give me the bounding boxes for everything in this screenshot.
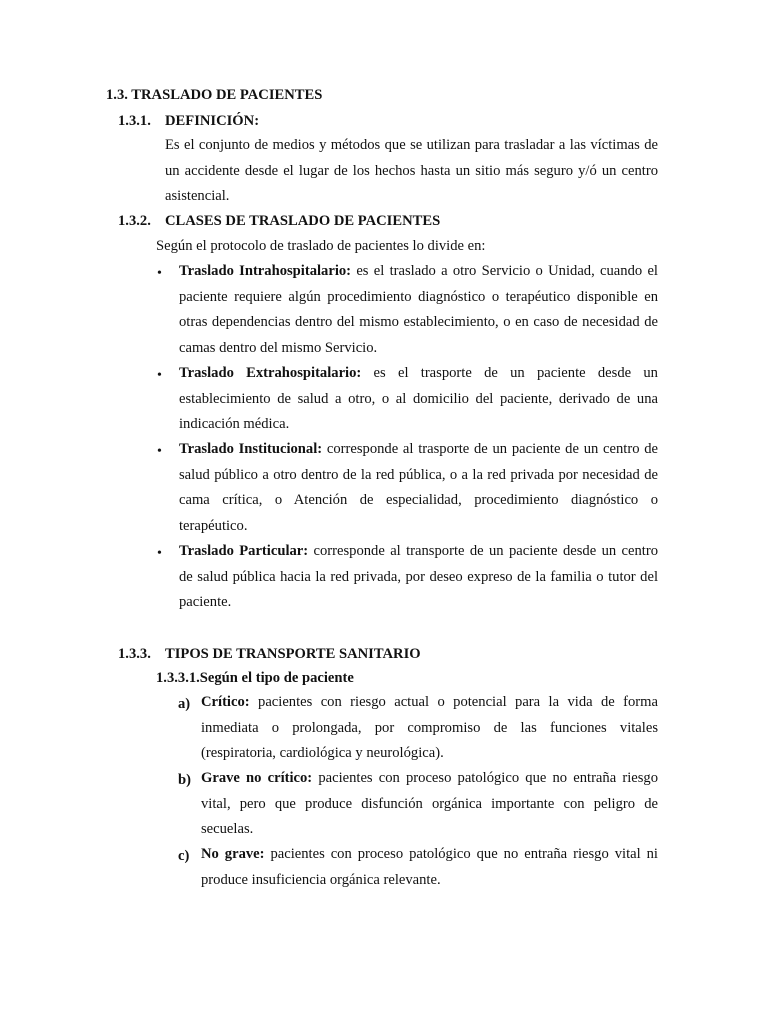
subsection-heading-133: TIPOS DE TRANSPORTE SANITARIO [165, 646, 421, 662]
definition-paragraph: Es el conjunto de medios y métodos que se utilizan para trasladar a las víctimas de un accidente desde el lugar de los hechos hasta un sitio más seguro y/ó un centro asistencial. [165, 137, 658, 204]
list-item-text: Grave no crítico: pacientes con proceso patológico que no entraña riesgo vital, pero que produce disfunción orgánica importante con peligro de secuelas. [201, 770, 658, 837]
subsection-heading-131: DEFINICIÓN: [165, 113, 260, 129]
bullet-icon: • [157, 266, 162, 281]
list-marker: a) [178, 696, 191, 712]
bullet-icon: • [157, 546, 162, 561]
bullet-icon: • [157, 444, 162, 459]
list-marker: b) [178, 772, 191, 788]
list-item-text: Crítico: pacientes con riesgo actual o potencial para la vida de forma inmediata o prolongada, por compromiso de las funciones vitales (respiratoria, cardiológica y neurológica). [201, 694, 658, 761]
list-item-text: Traslado Particular: corresponde al transporte de un paciente desde un centro de salud pública hacia la red privada, por deseo expreso de la familia o tutor del paciente. [179, 543, 658, 610]
subsection-heading-132: CLASES DE TRASLADO DE PACIENTES [165, 213, 441, 229]
list-item-text: Traslado Intrahospitalario: es el traslado a otro Servicio o Unidad, cuando el paciente requiere algún procedimiento diagnóstico o terapéutico disponible en otras dependencias dentro del mismo establecimiento, o en caso de necesidad de camas dentro del mismo Servicio. [179, 263, 658, 356]
subsubsection-heading: 1.3.3.1.Según el tipo de paciente [156, 670, 354, 686]
bullet-icon: • [157, 368, 162, 383]
section-title: 1.3. TRASLADO DE PACIENTES [106, 87, 323, 103]
subsection-number-133: 1.3.3. [118, 646, 151, 662]
list-item-text: Traslado Extrahospitalario: es el trasporte de un paciente desde un establecimiento de salud a otro, o al domicilio del paciente, derivado de una indicación médica. [179, 365, 658, 432]
subsection-number-132: 1.3.2. [118, 213, 151, 229]
list-item-text: No grave: pacientes con proceso patológico que no entraña riesgo vital ni produce insuficiencia orgánica relevante. [201, 846, 658, 888]
classes-intro: Según el protocolo de traslado de pacientes lo divide en: [156, 238, 486, 254]
subsection-number-131: 1.3.1. [118, 113, 151, 129]
list-item-text: Traslado Institucional: corresponde al trasporte de un paciente de un centro de salud público a otro dentro de la red pública, o a la red privada por necesidad de cama crítica, o Atención de especialidad, procedimiento diagnóstico o terapéutico. [179, 441, 658, 534]
list-marker: c) [178, 848, 190, 864]
